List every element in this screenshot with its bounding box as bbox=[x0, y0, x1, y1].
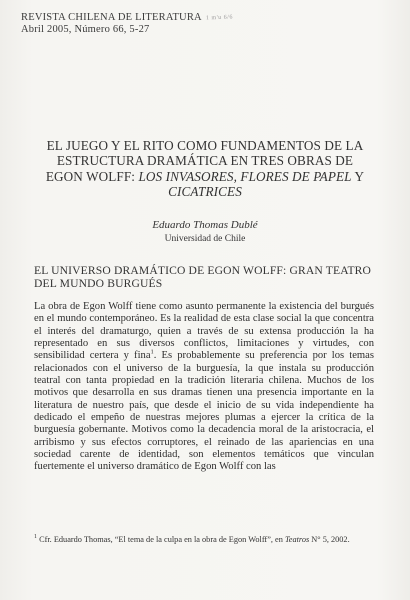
footnote bbox=[34, 534, 352, 545]
footnote-text-2: N° 5, 2002. bbox=[309, 535, 350, 544]
title-line-3-suffix: Y bbox=[351, 168, 365, 184]
title-line-2: ESTRUCTURA DRAMÁTICA EN TRES OBRAS DE bbox=[56, 153, 354, 169]
paragraph-text-2: . Es probablemente su preferencia por los temas relacionados con el universo de la burguesía, la que instala su producción teatral con tanta propiedad en la tradición literaria chilena. Muchos de los motivos que desarrolla en sus dramas tienen una presencia importante en la literatura de nuestro país, que desde el inicio de su vida independiente ha dedicado el empeño de nuestras mejores plumas a ejercer la crítica de la burguesía gobernante. Motivos como la decadencia moral de la aristocracia, el arribismo y sus efectos corruptores, el reinado de las apariencias en una sociedad carente de identidad, son elementos temáticos que vinculan fuertemente el universo dramático de Egon Wolff con las bbox=[34, 350, 374, 473]
footnote-number: 1 bbox=[34, 534, 37, 541]
footnote-text-1: Cfr. Eduardo Thomas, “El tema de la culpa en la obra de Egon Wolff”, en bbox=[37, 535, 285, 544]
section-heading-line-2: DEL MUNDO BURGUÉS bbox=[34, 277, 163, 290]
title-line-3-prefix: EGON WOLFF: bbox=[45, 168, 139, 184]
body-paragraph bbox=[34, 301, 374, 474]
section-heading-line-1: EL UNIVERSO DRAMÁTICO DE EGON WOLFF: GRAN TEATRO bbox=[34, 264, 372, 277]
article-title bbox=[40, 138, 370, 199]
journal-header bbox=[21, 12, 202, 36]
issue-info: Abril 2005, Número 66, 5-27 bbox=[21, 24, 150, 35]
author-name: Eduardo Thomas Dublé bbox=[152, 219, 258, 231]
title-line-3-italic: LOS INVASORES, FLORES DE PAPEL bbox=[138, 168, 352, 184]
author-affiliation: Universidad de Chile bbox=[164, 234, 246, 244]
journal-name: REVISTA CHILENA DE LITERATURA bbox=[21, 12, 202, 23]
paragraph-text-1: La obra de Egon Wolff tiene como asunto permanente la existencia del burgués en el mundo contemporáneo. Es la realidad de esta clase social la que concentra el interés del dramaturgo, quien a través de su extensa producción la ha representado en sus diversos conflictos, limitaciones y virtudes, con sensibilidad certera y fina bbox=[34, 301, 374, 362]
footnote-reference: 1 bbox=[150, 348, 154, 356]
title-line-1: EL JUEGO Y EL RITO COMO FUNDAMENTOS DE LA bbox=[46, 138, 364, 153]
title-line-4-italic: CICATRICES bbox=[168, 183, 242, 199]
section-heading bbox=[34, 264, 374, 290]
library-stamp: 1 m'u 6/6 bbox=[205, 14, 234, 22]
footnote-journal-title: Teatros bbox=[284, 535, 310, 544]
